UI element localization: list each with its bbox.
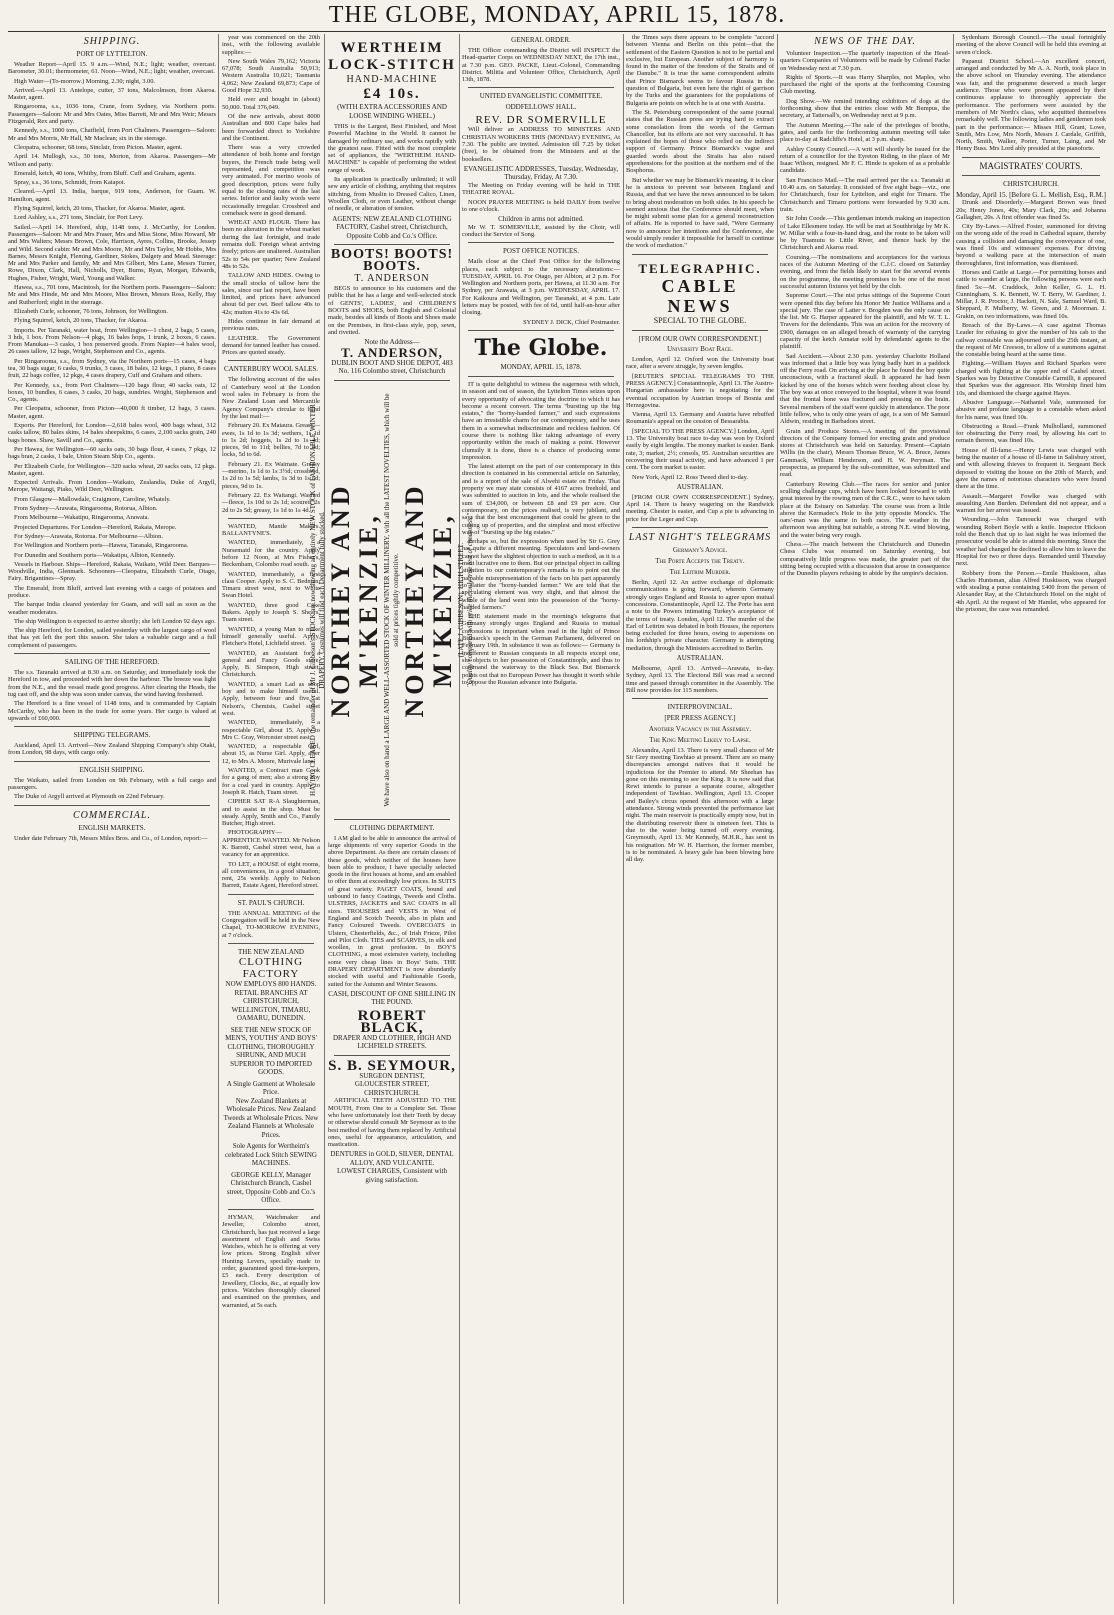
paragraph: Chess.—The match between the Christchurch and Dunedin Chess Clubs was resumed on Saturday evening, but comparatively little progress was made, the greater part of the sitting being occupied with a discussion that arose in consequence of the Dunedin players refusing to abide by the umpire's decision. bbox=[780, 541, 950, 578]
evangelistic-subheading: ODDFELLOWS' HALL. bbox=[505, 103, 577, 112]
evangelistic-body: The Meeting on Friday evening will be held in THE THEATRE ROYAL. bbox=[462, 181, 620, 197]
paragraph: WANTED, a Contract man Cook for a gang of men; also a strong boy for a coal yard in country. Apply to Joseph R. Hatch, Tuam street. bbox=[222, 767, 320, 796]
robert-black-title: ROBERT BLACK, bbox=[357, 1007, 427, 1036]
wertheim-agents: AGENTS: NEW ZEALAND CLOTHING FACTORY, Cashel street, Christchurch, Opposite Cobb and Co.'s Office. bbox=[332, 214, 452, 240]
seymour-body: ARTIFICIAL TEETH ADJUSTED TO THE MOUTH, From One to a Complete Set. Those who have unfortunately lost their Teeth by decay or otherwise should consult Mr Seymour as to the best method of having them replaced by Artificial ones, useful for appearance, articulation, and mastication. bbox=[328, 1097, 456, 1149]
paragraph: PHOTOGRAPHY—APPRENTICE WANTED. Mr Nelson K. Barrett, Cashel street west, has a vacancy for an apprentice. bbox=[222, 829, 320, 859]
paragraph: the Times says there appears to be complete "accord between Vienna and Berlin on this point—that the settlement of the Eastern Question is not to be partial and exclusive, but European. Another subject of harmony is found in the matter of the freedom of the Straits and of the Danube." It is true the same correspondent admits that Prince Bismarck seems to favour Russia in the question of Bulgaria, but even here the right of garrison by the Turks and the guarantees for the populations of Bulgaria are points on which he is at one with Austria. bbox=[626, 34, 774, 107]
paragraph: Abusive Language.—Nathaniel Vale, summoned for abusive and profane language to a constable when asked for his name, was fined 10s. bbox=[956, 398, 1106, 421]
divider bbox=[228, 360, 314, 361]
northey-line: HAVING CLEARED the remainder of Mr J. Gibbeson's STOCK are now showing an entirely NEW STOCK of FASHIONABLE WINTER DRAPERY, Costumes will find each Department fully stocked. bbox=[309, 403, 326, 796]
paragraph: From Sydney—Arawata, Ringarooma, Rotorua, Albion. bbox=[14, 505, 158, 513]
telegraphic-heading: TELEGRAPHIC. bbox=[638, 260, 762, 276]
paragraph: Obstructing a Road.—Frank Mulholland, summoned for obstructing the Ferry road, by allowing his cart to remain thereon, was fined 10s. bbox=[956, 422, 1106, 445]
wool-sales-paragraphs bbox=[222, 376, 320, 513]
paragraph: Fighting.—William Hayes and Richard Sparkes were charged with fighting at the upper end of Cashel street. Sparkes was by Detective Constable Carmilli, it appeared that Sparkes was the aggressor. His Worship fined him 10s, and dismissed the charge against Hayes. bbox=[956, 360, 1106, 397]
paragraph: February 22. Ex Waitangi. Washed—fleece, 1s 10d to 2s 1d; scoured, 2s 2d to 2s 5d; greasy, 1s 1d to 1s 4d. bbox=[222, 491, 320, 514]
paragraph: Per Elizabeth Curle, for Wellington—320 sacks wheat, 20 sacks oats, 12 pkgs. Master, agent. bbox=[8, 462, 216, 477]
globe-date: MONDAY, APRIL 15, 1878. bbox=[500, 362, 582, 371]
paragraph: Sad Accident.—About 2.30 p.m. yesterday Charlotte Holland was informed that a little boy was lying badly hurt in a paddock off the Ferry road. On arriving at the place he found the boy quite unconscious, with a fractured skull. It appeared he had been kicked by one of the horses which were feeding about close by. The boy was at once conveyed to the hospital, where it was found that the frontal bone was fractured and pressing on the brain. Several members of the staff were quickly in attendance. The poor little fellow, who is only nine years of age, is a son of Mr Samuel Aldwin, residing in Barbadoes street. bbox=[780, 352, 950, 426]
telegram-heading: The Porte Accepts the Treaty. bbox=[655, 557, 745, 566]
cable-news-heading: CABLE NEWS bbox=[661, 275, 739, 316]
paragraph: year was commenced on the 20th inst., with the following available supplies:— bbox=[222, 34, 320, 56]
paragraph: Coursing.—The nominations and acceptances for the various races of the Autumn Meeting of the C.J.C. closed on Saturday evening, and from the fields likely to start for the several events on the programme, the meeting promises to be one of the most successful autumn fixtures yet held by the club. bbox=[780, 253, 950, 290]
divider bbox=[14, 805, 210, 806]
wertheim-body: THIS is the Largest, Best Finished, and Most Powerful Machine in the World. It cannot be damaged by ordinary use, and works rapidly with the greatest ease. Fitted with the most complete set of appliances, the "WERTHEIM HAND-MACHINE" is capable of performing the widest range of work. bbox=[328, 123, 456, 174]
paragraph: For Sydney—Arawata, Rotorua. For Melbourne—Albion. bbox=[14, 532, 163, 540]
paragraph: Held over and bought in (about) 50,000. Total 376,049. bbox=[222, 96, 320, 111]
masthead: THE GLOBE, MONDAY, APRIL 15, 1878. bbox=[328, 2, 786, 28]
divider bbox=[468, 87, 614, 88]
paragraph: But whether we may be Bismarck's meaning, it is clear he is anxious to prevent war between England and Russia, and that we have the news announced to be taken to bring about moderation on both sides. In his speech he seemed anxious that the Conference should meet, when he might submit some plan for a general reconstruction of affairs. He is reported to have said, "Were Germany now to announce her intentions and the Conference, she would simply render it impossible for herself to continue the work of mediation." bbox=[626, 176, 774, 250]
divider bbox=[632, 330, 768, 331]
clothing-factory-line: SEE THE NEW STOCK OF MEN'S, YOUTHS' AND BOYS' CLOTHING, THOROUGHLY SHRUNK, AND MUCH SUPERIOR TO IMPORTED GOODS. bbox=[225, 1025, 317, 1077]
telegram-body: [REUTER'S SPECIAL TELEGRAMS TO THE PRESS AGENCY.] Constantinople, April 13. The Austro-Hungarian ambassador here is negotiating for the eventual occupation by Austrian troops of Bosnia and Herzegovina. bbox=[626, 372, 774, 409]
boots-title: BOOTS! BOOTS! BOOTS. bbox=[330, 247, 454, 275]
paragraph: The Duke of Argyll arrived at Plymouth on 22nd February. bbox=[14, 793, 165, 801]
column-rule bbox=[218, 34, 219, 1604]
divider bbox=[632, 698, 768, 699]
divider bbox=[334, 380, 450, 381]
divider bbox=[468, 330, 614, 331]
paragraph: Kennedy, s.s., 1000 tons, Chatfield, from Port Chalmers. Passengers—Saloon: Mr and Mrs Morris, Mr Hall, Mr Maclean; six in the steerage. bbox=[8, 127, 216, 142]
column-rule bbox=[777, 34, 778, 1604]
notices-and-leader-column bbox=[462, 34, 620, 1604]
paragraph: WANTED, a respectable Girl, about 15, as Nurse Girl. Apply, after 12, to Mrs A. Moore, Murivale lane. bbox=[222, 743, 320, 765]
wool-paragraphs bbox=[222, 34, 320, 356]
telegram-heading: Another Vacancy in the Assembly. bbox=[648, 724, 752, 733]
last-night-heading: LAST NIGHT'S TELEGRAMS bbox=[628, 532, 772, 544]
northey-line: (LATE J. GIBBESON), HIGH STREET. bbox=[457, 542, 465, 657]
subheading: ENGLISH MARKETS. bbox=[78, 823, 146, 832]
paragraph: CIPHER SAT R-A Slaughterman, and to assist in the shop. Must be steady. Apply, Smith and Co., Family Butcher, High street. bbox=[222, 798, 320, 828]
paragraph: Weather Report—April 15. 9 a.m.—Wind, N.E.; light; weather, overcast. Barometer, 30.01; thermometer, 61. Noon—Wind, N.E.; light; weather, overcast. bbox=[8, 61, 216, 76]
seymour-title: S. B. SEYMOUR, bbox=[328, 1057, 456, 1074]
evangelistic-body: Will deliver an ADDRESS TO MINISTERS AND CHRISTIAN WORKERS THIS (MONDAY) EVENING, At 7.30. The public are invited. Admission till 7.25 by ticket (free), to be obtained from the Ministers and at the booksellers. bbox=[462, 126, 620, 163]
paragraph: WANTED, an Assistant for a general and Fancy Goods store. Apply, B. Simpson, High street, Christchurch. bbox=[222, 649, 320, 679]
northey-mckenzie-ad bbox=[309, 385, 474, 815]
wertheim-body: Its application is practically unlimited; it will sew any article of clothing, anything that requires stitching, from Muslin to Dressed Calico, Linen, Woollen Cloth, or even Leather, without change of needle, or alteration of tension. bbox=[328, 176, 456, 213]
divider bbox=[962, 157, 1100, 158]
paragraph: Assault.—Margaret Fowlke was charged with assaulting Ann Burden. Defendant did not appear, and a warrant for her arrest was issued. bbox=[956, 492, 1106, 515]
clothing-factory-line: A Single Garment at Wholesale Price. bbox=[226, 1079, 316, 1097]
wanted-ads bbox=[222, 523, 320, 890]
paragraph: Hawea, s.s., 701 tons, Macintosh, for the Northern ports. Passengers—Saloon: Mr and Mrs Hinde, Mr and Mrs Moore, Miss Brown, Messrs Ross, Kelly, Hay and Rutherford; eight in the steerage. bbox=[8, 284, 216, 306]
paragraph: The Waikato, sailed from London on 9th February, with a full cargo and passengers. bbox=[8, 776, 216, 792]
seymour-line: LOWEST CHARGES, Consistent with giving satisfaction. bbox=[337, 1167, 447, 1184]
section-heading: NEWS OF THE DAY. bbox=[814, 36, 916, 47]
court-paragraphs bbox=[956, 199, 1106, 613]
paragraph: Emerald, ketch, 40 tons, Whitby, from Bluff. Cuff and Graham, agents. bbox=[14, 169, 196, 177]
globe-nameplate: The Globe. bbox=[474, 334, 608, 361]
paragraph: Ringarooma, s.s., 1036 tons, Crane, from Sydney, via Northern ports. Passengers—Saloon: Mr and Mrs Oates, Miss Barrett, Mr and Mrs Weir; Messrs Fitzgerald, Rex and party. bbox=[8, 103, 216, 126]
shipping-telegram-paragraphs bbox=[8, 742, 216, 757]
evangelistic-speaker: REV. DR SOMERVILLE bbox=[475, 114, 607, 127]
wertheim-title: LOCK-STITCH bbox=[328, 57, 456, 73]
hyman-ad: HYMAN, Watchmaker and Jeweller, Colombo street, Christchurch, has just received a large assortment of English and Swiss Watches, which he is offering at very low prices. Strong English silver Hunting Levers, specially made to order, guaranteed good time-keepers, £5 each. Every description of Jewellery, Clocks, &c., at equally low prices. Watches thoroughly cleaned and examined on the premises, and warranted, at 5s each. bbox=[222, 1213, 320, 1309]
wertheim-subtitle: HAND-MACHINE bbox=[346, 74, 438, 85]
divider bbox=[334, 1055, 450, 1056]
paragraph: Per Kennedy, s.s., from Port Chalmers—120 bags flour, 40 sacks oats, 12 boxes, 10 bundles, 6 cases, 3 casks, 20 bags, sundries. Wright, Stephenson and Co., agents. bbox=[8, 381, 216, 404]
clothing-cash: CASH, DISCOUNT OF ONE SHILLING IN THE POUND. bbox=[328, 989, 456, 1007]
seymour-line: DENTURES in GOLD, SILVER, DENTAL ALLOY, AND VULCANITE. bbox=[330, 1150, 454, 1167]
paragraph: Volunteer Inspection.—The quarterly inspection of the Head-quarters Companies of Volunteers will be made by Colonel Packe on Wednesday next at 7.30 p.m. bbox=[780, 50, 950, 72]
paragraph: Imports. Per Taranaki, water boat, from Wellington—1 chest, 2 bags, 5 cases, 3 hds, 1 box. From Nelson—4 pkgs, 16 bales hops, 1 trunk, 2 boxes, 6 cases. From Manukau—3 casks, 1 box preserved goods. From Napier—4 bales wool, 26 cases tallow, 12 bags, Wright, Stephenson and Co., agents. bbox=[8, 326, 216, 356]
evangelistic-body: Mr W. T. SOMERVILLE, assisted by the Choir, will conduct the Service of Song. bbox=[462, 223, 620, 238]
paragraph: WANTED, Mantle Makers. BALLANTYNE'S. bbox=[222, 522, 320, 538]
boots-line: Note the Address— bbox=[364, 338, 420, 347]
paragraph: From Glasgow—Mallowdale, Craigmore, Caroline, Whately. bbox=[14, 495, 171, 503]
evangelistic-body: NOON PRAYER MEETING is held DAILY from twelve to one o'clock. bbox=[462, 198, 620, 213]
hereford-paragraphs bbox=[8, 669, 216, 722]
boots-name: T. ANDERSON, bbox=[341, 344, 443, 360]
divider bbox=[14, 761, 210, 762]
paragraph: The Autumn Meeting.—The sale of the privileges of booths, gates, and cards for the forthcoming autumn meeting will take place to-day at Radcliffe's Hotel, at 3 p.m. sharp. bbox=[780, 121, 950, 144]
paragraph: February 21. Ex Waimate. Greasy—merino, 1s 1d to 1s 3½d; crossbred, 1s 2d to 1s 5d; lambs, 1s 3d to 1s 5d; pieces, 9d to 1s. bbox=[222, 460, 320, 490]
telegram-heading: INTERPROVINCIAL. bbox=[667, 703, 733, 712]
evangelistic-line: EVANGELISTIC ADDRESSES, Tuesday, Wednesday, Thursday, Friday, At 7.30. bbox=[463, 164, 619, 182]
column-rule bbox=[623, 34, 624, 1604]
paragraph: The following account of the sales of Canterbury wool at the London wool sales in February is from the New Zealand Loan and Mercantile Agency Company's circular to hand by the last mail:— bbox=[222, 376, 320, 420]
paragraph: LEATHER. The Government demand for tanned leather has ceased. Prices are quoted steady. bbox=[222, 334, 320, 357]
shipping-column bbox=[8, 34, 216, 1604]
boots-name: T. ANDERSON bbox=[354, 273, 430, 285]
paragraph: City By-Laws.—Alfred Foster, summoned for driving on the wrong side of the road in Cathedral square, thereby causing a collision and damaging the conveyance of one, was fined 10s and witnesses' expenses. For driving beyond a walking pace at the intersection of main thoroughfares, first information, was dismissed. bbox=[956, 223, 1106, 267]
paragraph: Projected Departures. For London—Hereford, Rakaia, Merope. bbox=[14, 523, 177, 531]
section-heading: SHIPPING. bbox=[83, 36, 141, 47]
paragraph: Dog Show.—We remind intending exhibitors of dogs at the forthcoming show that the entries close with Mr Bumpus, the secretary, at Tattersall's, on Wednesday next at 9 p.m. bbox=[780, 97, 950, 120]
paragraph: Sir John Coode.—This gentleman intends making an inspection of Lake Ellesmere today. He will be met at Southbridge by Mr K. W. Millar with a four-in-hand drag, and the route to be taken will be by Tuamutu to Little River, and thence back by the Christchurch and Akaroa road. bbox=[780, 215, 950, 252]
wertheim-title: WERTHEIM bbox=[340, 40, 444, 56]
special-line: SPECIAL TO THE GLOBE. bbox=[653, 315, 747, 325]
divider bbox=[14, 726, 210, 727]
paragraph: San Francisco Mail.—The mail arrived per the s.s. Taranaki at 10.40 a.m. on Saturday. It consisted of five eight bags—viz., one for Christchurch, four for Lyttelton, and eight for Timaru. The Christchurch and Timaru portions were forwarded by 9.30 a.m. train. bbox=[780, 176, 950, 213]
paragraph: Robbery from the Person.—Emile Huskisson, alias Charles Huntsman, alias Alfred Huskisson, was charged with stealing a purse containing £400 from the person of Alexander Ray, at the Christchurch Hotel on the night of 4th April. At the request of Mr Hamlet, who appeared for the prisoner, the case was remanded. bbox=[956, 569, 1106, 613]
paragraph: Supreme Court.—The nisi prius sittings of the Supreme Court were opened this day before his Honor Mr Justice Williams and a special jury. The case of Latter v. Brogden was the only cause on the list. Mr G. Harper appeared for the plaintiff, and Mr W. T. L. Travers for the defendants. This was an action for the recovery of £900, damages on an alleged breach of warranty of the carrying capacity of the ketch Annatar sold by defendants' agents to the plaintiff. bbox=[780, 292, 950, 351]
telegram-body: London, April 12. Oxford won the University boat race, after a severe struggle, by seven lengths. bbox=[626, 356, 774, 371]
telegraphic-column bbox=[626, 34, 774, 1604]
wertheim-price: £4 10s. bbox=[363, 86, 421, 102]
divider bbox=[334, 244, 450, 245]
clothing-body: I AM glad to be able to announce the arrival of large shipments of very superior Goods in the above Department. As there are certain classes of these goods, which neither of the houses have been able to produce, I have specially selected goods in the first houses at home, and am enabled to offer them at exceedingly low prices. In SUITS of great variety. PAGET COATS, bound and unbound in fancy Coatings, Tweeds and Cloths. ULSTERS, JACKETS and SAC COATS in all sizes. TROUSERS and VESTS in West of England and Scotch Tweeds, also in plain and Fancy Coloured Tweeds. OVERCOATS in Ulsters, Chesterfields, &c., of Irish Frieze, Pilot and Pilot Cloth. TIES and SCARVES, in silk and woollen, in great profusion. In BOY'S CLOTHING, a most extensive variety, including some very cheap lines in Boys' Suits. THE DRAPERY DEPARTMENT is now abundantly stocked with useful and Fashionable Goods, suited for the Autumn and Winter Seasons. bbox=[328, 834, 456, 988]
general-order-body: THE Officer commanding the District will INSPECT the Head-quarter Corps on WEDNESDAY NEXT, the 17th inst., at 7.30 p.m. GEO. PACKE, Lieut.-Colonel, Commanding District. Militia and Volunteer Office, Christchurch, April 13th, 1878. bbox=[462, 47, 620, 84]
telegram-heading: University Boat Race. bbox=[667, 345, 733, 354]
paragraph: THE statement made in the morning's telegrams that Germany strongly urges England and Russia to mutual concessions is important when read in the light of Prince Bismarck's speech in the German Parliament, delivered on February 19th. In substance it was as follows:— Germany is indifferent to Russian conquests in all respects except one, she objects to her possession of Constantinople, and thus to command the waterway to the Black Sea. But Bismarck points out that no European Power has thought it worth while to oppose the Russian advance into Bulgaria. bbox=[462, 613, 620, 686]
telegram-body: [SPECIAL TO THE PRESS AGENCY.] London, April 13. The University boat race to-day was won by Oxford easily by eight lengths. The money market is easier. Bank rate, 3; market, 2½; consols, 95. Australian securities are recovering their usual activity, and have advanced 1 per cent. The corn market is easier. bbox=[626, 427, 774, 472]
paragraph: TO LET, a HOUSE of eight rooms, all conveniences, in a good situation; rent, 25s weekly. Apply to Nelson Barrett, Estate Agent, Hereford street. bbox=[222, 860, 320, 890]
paragraph: Drunk and Disorderly.—Margaret Brown was fined 20s; Henry Jones, 40s; Mary Clark, 20s; and Johanna Gallagher, 20s. A first offender was fined 5s. bbox=[956, 199, 1106, 221]
wertheim-line: (WITH EXTRA ACCESSORIES AND LOOSE WINDING WHEEL.) bbox=[337, 103, 447, 120]
telegram-heading: AUSTRALIAN. bbox=[676, 654, 724, 663]
boots-address: DUBLIN BOOT AND SHOE DEPOT, 483 No. 116 Colombo street, Christchurch bbox=[331, 358, 453, 376]
divider bbox=[14, 653, 210, 654]
paragraph: WANTED, a young Man to make himself generally useful. Apply, Fletcher's Hotel, Lichfield street. bbox=[222, 625, 320, 648]
clothing-factory-line: THE NEW ZEALAND bbox=[238, 947, 304, 956]
paragraph: Rights of Sports.—It was Harry Sharples, not Maples, who purchased the right of the sports at the forthcoming Coursing Club meeting. bbox=[780, 73, 950, 96]
section-heading: COMMERCIAL. bbox=[73, 809, 151, 821]
clothing-heading: CLOTHING DEPARTMENT. bbox=[349, 823, 435, 832]
paragraph: Under date February 7th, Messrs Miles Bros. and Co., of London, report:— bbox=[14, 834, 208, 842]
paragraph: Exports. Per Hereford, for London—2,618 bales wool, 400 bags wheat, 312 casks tallow, 80 bales skins, 14 bales sheepskins, 6 cases, 2,100 sacks grain, 240 bags bones. Shaw, Savill and Co., agents. bbox=[8, 422, 216, 444]
paragraph: TALLOW AND HIDES. Owing to the small stocks of tallow here the sales, since our last report, have been limited, and prices have advanced about 6d per cwt. Beef tallow 40s to 42s; mutton 41s to 43s 6d. bbox=[222, 272, 320, 316]
magistrates-column bbox=[956, 34, 1106, 1604]
paragraph: February 20. Ex Mataura. Greasy—ewes, 1s 1d to 1s 3d; wethers, 1s 1d to 1s 2d; hoggets, 1s 2d to 1s 4d; pieces, 9d to 11d; bellies, 7d to 8d; locks, 5d to 6d. bbox=[222, 422, 320, 459]
press-agency-line: [PER PRESS AGENCY.] bbox=[664, 714, 736, 723]
evangelistic-heading: UNITED EVANGELISTIC COMMITTEE. bbox=[479, 92, 603, 101]
telegram-heading: The Leitrim Murder. bbox=[669, 568, 731, 577]
shipping-paragraphs bbox=[8, 61, 216, 649]
commercial-paragraphs bbox=[8, 835, 216, 842]
divider bbox=[228, 1209, 314, 1210]
subheading: CANTERBURY WOOL SALES. bbox=[223, 365, 319, 374]
telegram-heading: AUSTRALIAN. bbox=[676, 482, 724, 491]
paragraph: Canterbury Rowing Club.—The races for senior and junior sculling challenge cups, which have been looked forward to with great interest by the rowing men of the C.R.C., were to have taken place at the Estuary on Saturday. The course was from a little above the Kermadec's Hole to the jetty opposite Monck's. The oars'-man was the same in both races. The weather in the afternoon was anything but suitable, a strong N.E. wind blowing, and the water being very rough. bbox=[780, 480, 950, 539]
post-office-signature: SYDNEY J. DICK, Chief Postmaster. bbox=[523, 318, 620, 326]
paragraph: For Wellington and Northern ports—Hawea, Taranaki, Ringarooma. bbox=[14, 542, 189, 550]
paragraph: Auckland, April 13. Arrived—New Zealand Shipping Company's ship Otaki, from London, 98 days, with cargo only. bbox=[8, 742, 216, 757]
paragraph: Horses and Cattle at Large.—For permitting horses and cattle to wander at large, the following persons were each fined 5s:—M. Craddock, John Keller, G. L. H. Cunningham, S. K. Bennett, W. T. Berry, W. Gardiner, J. Millar, J. R. Proctor, J. Hackett, N. Sale, Samuel Ward, B. Sheppard, F. Mulberry, W. Green, and J. Moorman. J. Grakin, on two informations, was fined 10s. bbox=[956, 268, 1106, 320]
paragraph: The latest attempt on the part of our contemporary in this direction is contained in his commercial article on Saturday, and is a report of the sale of Alwehi estate on Friday. That property we may state consists of 4167 acres freehold, and was submitted to auction in lots, and the whole realised the sum of £34,000, or between £8 and £9 per acre. Our contemporary, on the prices realised, is very jubilant, and says that the best encouragement that could be given to the cutting up of properties, and the simplest and most effective way of "bursting up the big estates." bbox=[462, 463, 620, 536]
divider bbox=[468, 242, 614, 243]
paragraph: Breach of the By-Laws.—A case against Thomas Leader for refusing to give the number of his cab to the railway constable was adjourned until the 25th instant, at the request of Mr Creeson, to allow of a summons against the constable being heard at the same time. bbox=[956, 322, 1106, 359]
column-rule bbox=[324, 34, 325, 1604]
paragraph: The ship Hereford, for London, sailed yesterday with the largest cargo of wool that has yet left the port this season. She takes a valuable cargo and a full complement of passengers. bbox=[8, 627, 216, 649]
divider bbox=[228, 894, 314, 895]
column-rule bbox=[459, 34, 460, 1604]
northey-title: NORTHEY AND M'KENZIE, bbox=[400, 482, 457, 718]
telegram-body: Alexandra, April 13. There is very small chance of Mr Sir Grey meeting Tawhiao at present. There are so many discrepancies amongst natives that it would be injudicious for the Premier to attend. Mr Sheehan has gone on this morning to see the King. It is now said that Rewi intends to pursue a separate course, altogether independent of Tawhiao. Wellington, April 13. Cooper and Bailey's circus opened this afternoon with a large attendance. Strong winds prevented the performance last night. The main reservoir is practically empty now, but in the distributing reservoir there is nineteen feet. This is due to the water being turned off every evening. Greymouth, April 13. Mr Kennedy, M.H.R., has sent in his resignation. Mr W. H. Harrison, the former member, is to be nominated. A heavy gale has been blowing here all day. bbox=[626, 746, 774, 864]
wool-and-ads-column bbox=[222, 34, 320, 1604]
paragraph: For Dunedin and Southern ports—Wakatipu, Albion, Kennedy. bbox=[14, 551, 176, 559]
seymour-line: GLOUCESTER STREET, CHRISTCHURCH. bbox=[354, 1080, 430, 1097]
paragraph: Per Ringarooma, s.s., from Sydney, via the Northern ports—15 cases, 4 bags tea, 30 bags sugar, 6 casks, 9 trunks, 3 cases, 18 bales, 12 kegs, 1 piano, 8 cases fruit, 22 bags coffee, 12 pkgs, 4 cases drapery, Cuff and Graham and others. bbox=[8, 357, 216, 380]
clothing-factory-line: RETAIL BRANCHES AT CHRISTCHURCH, WELLINGTON, TIMARU, OAMARU, DUNEDIN. bbox=[231, 988, 311, 1023]
paragraph: The s.s. Taranaki arrived at 8.30 a.m. on Saturday, and immediately took the Hereford in tow, and proceeded with her down the harbour. The breeze was light from the N.E., and the vessel made good progress. After clearing the Heads, the tug cast off, and the ship was soon under canvas, the wind having freshened. bbox=[8, 669, 216, 698]
telegram-body: [FROM OUR OWN CORRESPONDENT.] Sydney, April 14. There is heavy wagering on the Randwick meeting. Chester is easier, and Cup a pie is advancing in price for the Leger and Cup. bbox=[626, 493, 774, 523]
paragraph: Expected Arrivals. From London—Waikato, Zealandia, Duke of Argyll, Merope, Waitangi, Piako, Wild Deer, Wellington. bbox=[8, 479, 216, 494]
divider bbox=[468, 376, 614, 377]
telegram-heading: The King Meeting Likely to Lapse. bbox=[649, 735, 751, 744]
court-date: Monday, April 15. [Before G. L. Mellish, Esq., R.M.] bbox=[956, 190, 1106, 199]
paragraph: Lord Ashley, s.s., 271 tons, Sinclair, for Port Levy. bbox=[14, 214, 144, 222]
clothing-factory-line: GEORGE KELLY, Manager Christchurch Branch, Cashel street, Opposite Cobb and Co.'s Office. bbox=[226, 1170, 316, 1205]
telegram-body: Vienna, April 13. Germany and Austria have rebuffed Roumania's appeal on the cession of Bessarabia. bbox=[626, 411, 774, 426]
masthead-rule bbox=[8, 31, 1106, 32]
paragraph: The Emerald, from Bluff, arrived last evening with a cargo of potatoes and produce. bbox=[8, 584, 216, 599]
paragraph: WHEAT AND FLOUR. There has been no alteration in the wheat market during the last fortnight, and trade remains dull. Foreign wheat arriving freely; prices are unaltered. Australian 52s to 54s per quarter; New Zealand 48s to 52s. bbox=[222, 219, 320, 270]
paragraph: Per Hawea, for Wellington—60 sacks oats, 30 bags flour, 4 cases, 7 pkgs, 12 bags bran, 2 casks, 1 bale, Union Steam Ship Co., agents. bbox=[8, 445, 216, 461]
paragraph: Hides continue in fair demand at previous rates. bbox=[222, 317, 320, 333]
boots-body: BEGS to announce to his customers and the public that he has a large and well-selected stock of GENTS', LADIES', and CHILDREN'S BOOTS and SHOES, both English and Colonial made, besides all kinds of Boots and Shoes made on the Premises, in first-class style, pop, sewn, and rivetted. bbox=[328, 285, 456, 336]
correspondent-line: [FROM OUR OWN CORRESPONDENT.] bbox=[638, 334, 762, 343]
leader-continued bbox=[626, 34, 774, 250]
paragraph: From Melbourne—Wakatipu, Ringarooma, Arawata. bbox=[14, 514, 150, 522]
paragraph: Of the new arrivals, about 8000 Australian and 800 Cape bales had been forwarded direct to Yorkshire and the Continent. bbox=[222, 112, 320, 142]
paragraph: House of Ill-fame.—Henry Lewis was charged with being the master of a house of ill-fame in Salisbury street, and with allowing thieves to frequent it. Sergeant Beck deposed to visiting the house on the 20th of March, and gave the names of notorious characters who were found there at the time. bbox=[956, 446, 1106, 491]
clothing-factory-line: New Zealand Blankets at Wholesale Prices. New Zealand Tweeds at Wholesale Prices. New Zealand Flannels at Wholesale Prices. bbox=[223, 1096, 319, 1139]
paragraph: Papanui District School.—An excellent concert, arranged and conducted by Mr A. A. North, took place in the above school on Thursday evening. The attendance was fair, and the programme deserved a much larger audience. Those who were present appeared by their continuous applause to thoroughly appreciate the performance. The performers were assisted by the members of Mr North's class, who acquitted themselves remarkably well. The following ladies and gentlemen took part in the performance:— Misses Hill, Grant, Lowe, Smith, Mrs Low, Mrs North, Messrs J. Cardale, Griffith, North, Smith, Walker, Porter, Turner, Laing, and Mr Henry Buss. Mrs Lord ably presided at the pianoforte. bbox=[956, 57, 1106, 153]
divider bbox=[632, 254, 768, 255]
paragraph: Flying Squirrel, ketch, 20 tons, Thacker, for Akaroa. Master, agent. bbox=[14, 205, 186, 213]
paragraph: Wounding.—John Tamoucki was charged with wounding Robert Boyle with a knife. Inspector Hickson told the Bench that up to last night he was informed the prosecutor would be able to attend this morning. Since the weather had changed he declined to allow him to leave the Hospital for two or three days. Remanded until Thursday next. bbox=[956, 516, 1106, 568]
subheading: PORT OF LYTTELTON. bbox=[76, 50, 148, 58]
subheading: SHIPPING TELEGRAMS. bbox=[73, 731, 151, 740]
paragraph: WANTED, immediately, a first class Cooper. Apply to S. C. Bedman, Timaru street west, next to White Swan Hotel. bbox=[222, 570, 320, 600]
paragraph: Sydenham Borough Council.—The usual fortnightly meeting of the above Council will be held this evening at seven o'clock. bbox=[956, 34, 1106, 56]
telegram-heading: Germany's Advice. bbox=[672, 546, 728, 555]
divider bbox=[334, 819, 450, 820]
paragraph: Per Cleopatra, schooner, from Picton—40,000 ft timber, 12 bags, 3 cases. Master, agent. bbox=[8, 405, 216, 420]
paragraph: Elizabeth Curle, schooner, 76 tons, Johnson, for Wellington. bbox=[14, 307, 168, 315]
paragraph: Cleared.—April 13. India, barque, 919 tons, Anderson, for Guam. W. Hamilton, agent. bbox=[8, 188, 216, 203]
paragraph: The St. Petersburg correspondent of the same journal states that the Russian press are trying hard to extract some consolation from the words of the German Chancellor, but its efforts are not very successful. It has explained the hopes of those who relied on the indirect support of Germany. Prince Bismarck's vague and guarded words about the Straits has also raised apprehensions for the position at the northern end of the Bosphorus. bbox=[626, 108, 774, 175]
robert-black-line: DRAPER AND CLOTHIER, HIGH AND LICHFIELD STREETS. bbox=[332, 1033, 452, 1051]
news-of-the-day-column bbox=[780, 34, 950, 1604]
paragraph: High Water—(To-morrow.) Morning, 2.30; night, 3.00. bbox=[14, 77, 156, 85]
paragraph: Flying Squirrel, ketch, 20 tons, Thacker, for Akaroa. bbox=[14, 317, 148, 325]
telegram-body: New York, April 12. Ross Tweed died to-day. bbox=[632, 473, 748, 481]
clothing-factory-line: NOW EMPLOYS 800 HANDS. bbox=[225, 980, 317, 989]
divider bbox=[228, 943, 314, 944]
paragraph: New South Wales 79,162; Victoria 67,078; South Australia 50,913; Western Australia 10,021; Tasmania 4,062; New Zealand 69,873; Cape of Good Hope 32,930. bbox=[222, 57, 320, 95]
paragraph: April 14. Mullogh, s.s., 30 tons, Morton, from Akaroa. Passengers—Mr Wilson and party. bbox=[8, 153, 216, 168]
telegram-body: Melbourne, April 13. Arrived—Arawata, to-day. Sydney, April 13. The Electoral Bill was read a second time and passed through committee in the Assembly. The Bill now provides for 115 members. bbox=[626, 665, 774, 694]
northey-line: We have also on hand a LARGE AND WELL-ASSORTED STOCK OF WINTER MILLINERY, with all the LATEST NOVELTIES, which will be sold at prices tightly competitive. bbox=[383, 393, 400, 807]
paragraph: WANTED, a smart Lad as shop boy and to make himself useful. Apply, between four and five, at Nelson's, Chemists, Cashel street west. bbox=[222, 680, 320, 717]
divider bbox=[228, 518, 314, 519]
christchurch-heading: CHRISTCHURCH. bbox=[1003, 179, 1059, 188]
paragraph: IT is quite delightful to witness the eagerness with which, in season and out of season, the Lyttelton Times seizes upon every opportunity of advocating the doctrine to which it has become a recent convert. The terms "bursting up the big estates," the "horny-handed farmer," and such expressions have an irresistible charm for our contemporary, and he uses them in a somewhat indiscriminate and reckless fashion. Of course there is nothing like taking advantage of every opportunity within the reach of making a point. However clumsily it is done, there is a chance of producing some impression. bbox=[462, 380, 620, 461]
english-shipping-paragraphs bbox=[8, 777, 216, 801]
paragraph: Grain and Produce Stores.—A meeting of the provisional directors of the Company formed for erecting grain and produce stores at Christchurch was held on Saturday. Present—Captain Willis (in the chair), Messrs Thomas Bruce, W. A. Bruce, James Gammack, William Henderson, and H. W. Peryman. The prospectus, as prepared by the sub-committee, was submitted and read. bbox=[780, 427, 950, 479]
church-heading: ST. PAUL'S CHURCH. bbox=[237, 898, 305, 907]
paragraph: WANTED, immediately, a Nursemaid for the country. Apply before 12 Noon, at Mrs Fisher's, Beckenham, Colombo road south. bbox=[222, 539, 320, 569]
magistrates-heading: MAGISTRATES' COURTS. bbox=[979, 160, 1083, 171]
paragraph: Cleopatra, schooner, 68 tons, Sinclair, from Picton. Master, agent. bbox=[14, 143, 183, 151]
advertisement-column bbox=[309, 34, 474, 1604]
paragraph: Spray, s.s., 36 tons, Schmidt, from Kaiapoi. bbox=[14, 179, 126, 187]
divider bbox=[632, 527, 768, 528]
divider bbox=[962, 175, 1100, 176]
post-office-body: Mails close at the Chief Post Office for the following places, each subject to the necessary alterations:— TUESDAY, APRIL 16. For Otago, per Albion, at 2 p.m. For Wellington and Northern ports, per Hawea, at 11.30 a.m. For Sydney, per Arawata, at 3 p.m. WEDNESDAY, APRIL 17. For Kaikoura and Wellington, per Taranaki, at 4 p.m. Late letters may be posted, with fee of 6d, until half-an-hour after closing. bbox=[462, 258, 620, 317]
clothing-factory-line: Sole Agents for Wertheim's celebrated Lock Stitch SEWING MACHINES. bbox=[225, 1142, 317, 1168]
clothing-factory-title: CLOTHING FACTORY bbox=[238, 956, 304, 981]
subheading: SAILING OF THE HEREFORD. bbox=[64, 658, 160, 667]
post-office-heading: POST OFFICE NOTICES. bbox=[503, 247, 579, 256]
paragraph: The Hereford is a fine vessel of 1148 tons, and is commanded by Captain McCarthy, who has been in the trade for some years. Her cargo is valued at upwards of £60,000. bbox=[8, 700, 216, 722]
paragraph: Arrived.—April 13. Antelope, cutter, 37 tons, Malcolmson, from Akaroa. Master, agent. bbox=[8, 86, 216, 102]
paragraph: The barque India cleared yesterday for Guam, and will sail as soon as the weather moderates. bbox=[8, 601, 216, 616]
paragraph: Vessels in Harbour. Ships—Hereford, Rakaia, Waikato, Wild Deer. Barques—Woodville, India, Glenmark. Schooners—Cleopatra, Elizabeth Curle, Otago, Fairy. Brigantines—Spray. bbox=[8, 560, 216, 583]
paragraph: WANTED, immediately, a respectable Girl, about 15. Apply to Mrs C. Gray, Worcester street east. bbox=[222, 719, 320, 741]
paragraph: WANTED, three good Cake Bakers. Apply to Joseph S. Shears, Tuam street. bbox=[222, 601, 320, 624]
northey-quote: "Quality compared with price the only true test of cheapness." bbox=[466, 512, 474, 687]
general-order-heading: GENERAL ORDER. bbox=[511, 36, 571, 44]
news-paragraphs bbox=[780, 50, 950, 577]
church-notice: THE ANNUAL MEETING of the Congregation will be held in the New Chapel, TO-MORROW EVENING, at 7 o'clock. bbox=[222, 909, 320, 939]
evangelistic-line: Children in arms not admitted. bbox=[498, 215, 584, 224]
leader-paragraphs bbox=[462, 381, 620, 686]
local-paragraphs bbox=[956, 34, 1106, 153]
paragraph: The ship Wellington is expected to arrive shortly; she left London 92 days ago. bbox=[14, 617, 216, 625]
telegram-body: Berlin, April 12. An active exchange of diplomatic communications is going forward, wherein Germany strongly urges England and Russia to agree upon mutual concessions. Constantinople, April 12. The Porte has sent a note to the Powers intimating Turkey's acceptance of the terms of treaty. London, April 12. The murder of the Earl of Leitrim was debated in both Houses, the reporters being excluded for three hours, owing to aspersions on his lordship's private character. Germany is attempting mediation, through the Ministers accredited to Berlin. bbox=[626, 579, 774, 652]
column-rule bbox=[953, 34, 954, 1604]
subheading: ENGLISH SHIPPING. bbox=[79, 765, 145, 774]
paragraph: Sailed.—April 14. Hereford, ship, 1148 tons, J. McCarthy, for London. Passengers—Saloon: Mr and Mrs Fraser, Mrs and Miss Stone, Miss Howard, Mr and Mrs Walters; Messrs Brown, Cole, Harrison, Ayres, Collins, Brooke, Jessep and Wild. Second cabin: Mr and Mrs Moore, Mr and Mrs Taylor, Mr Hobbs, Mrs Barnes, Messrs Knight, Fleming, Gardiner, Stokes, Dalgety and Mead. Steerage: Mr and Mrs Parker and family, Mr and Mrs Gilbert, Mrs Lane, Messrs Turner, Rowe, Dixon, Clark, Hall, Nicholls, Dyer, Burns, Ryan, Morgan, Edwards, Hughes, Fisher, Wright, Ward, Young and Walker. bbox=[8, 223, 216, 282]
paragraph: There was a very crowded attendance of both home and foreign buyers, the French trade being well represented, and competition was very animated. For merino wools of good description, prices were fully equal to the closing rates of the last series. Inferior and faulty wools were occasionally irregular. Crossbred and comeback were in good demand. bbox=[222, 144, 320, 217]
seymour-line: SURGEON DENTIST, bbox=[359, 1071, 425, 1080]
northey-title: NORTHEY AND M'KENZIE, bbox=[326, 482, 383, 718]
paragraph: Ashley County Council.—A writ will shortly be issued for the return of a councillor for the Eyreton Riding, in the place of Mr Isaac Wilson, resigned. Mr F. C. Hinde is spoken of as a probable candidate. bbox=[780, 145, 950, 175]
paragraph: Perhaps so, but the expression when used by Sir G. Grey has quite a different meaning. Speculators and land-owners cannot have the slightest objection to such a method, as it is a most lucrative one to them. But our principal object in calling attention to our contemporary's remarks is to point out the palpable misrepresentation of the facts on his part apparently to flatter the "horny-handed farmer." We are told that the speculating element was very slight, and that almost the whole of the land went into the possession of the "horny-handed farmers." bbox=[462, 538, 620, 611]
